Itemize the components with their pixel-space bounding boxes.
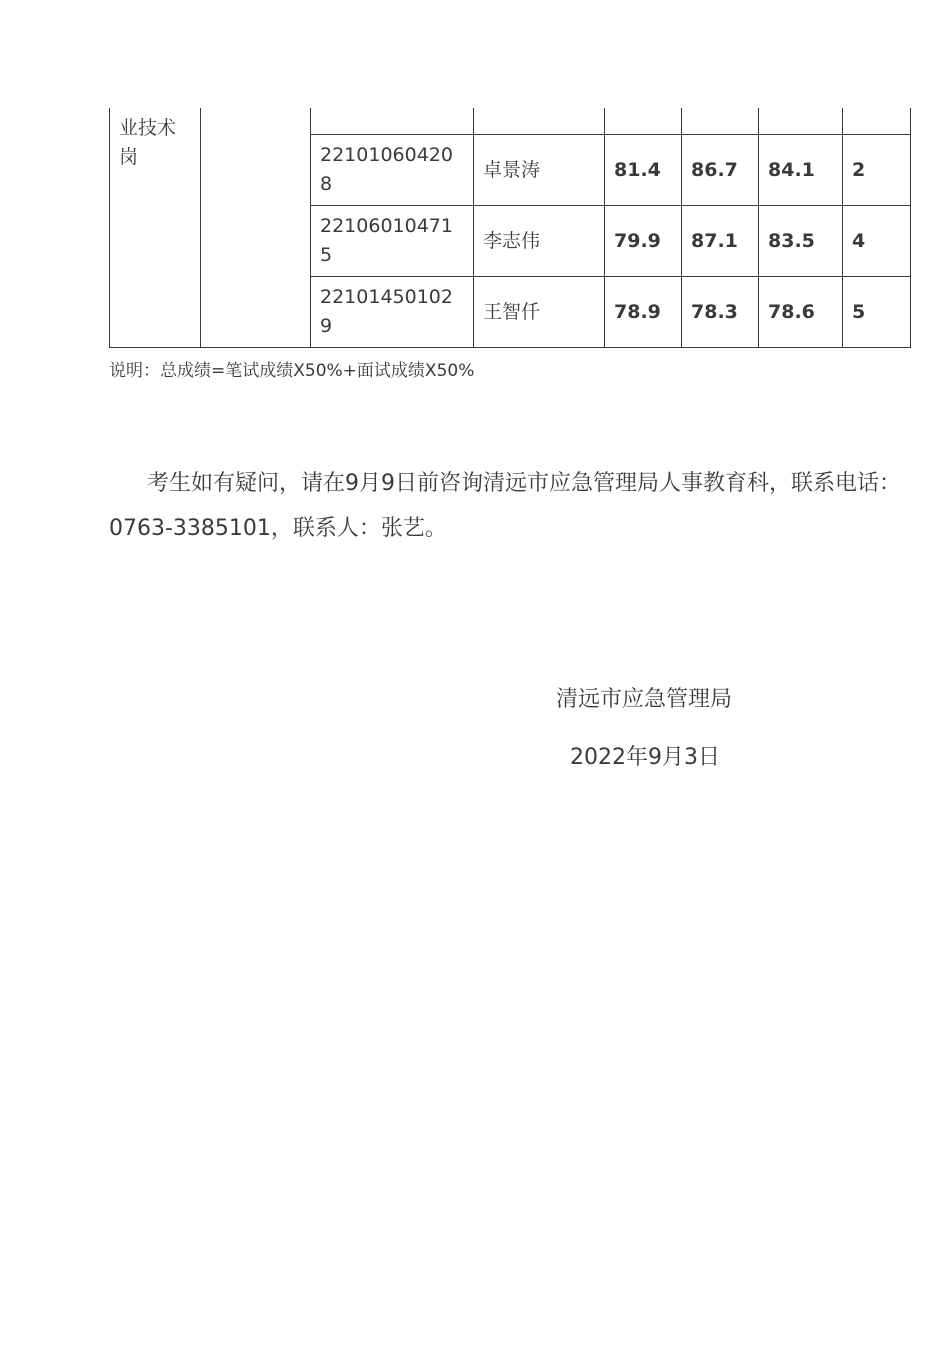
- interview-score-cell: 86.7: [682, 135, 759, 206]
- candidate-id-cell: 221060104715: [311, 206, 474, 277]
- issuing-organization: 清远市应急管理局: [556, 687, 733, 712]
- table-row: [110, 108, 911, 135]
- candidate-id-cell: 221014501029: [311, 277, 474, 348]
- written-score-cell: 81.4: [605, 135, 682, 206]
- candidate-name-cell: 卓景涛: [474, 135, 605, 206]
- rank-cell: 5: [843, 277, 911, 348]
- interview-score-cell: 78.3: [682, 277, 759, 348]
- candidate-id-cell: 221010604208: [311, 135, 474, 206]
- empty-cell: [474, 108, 605, 135]
- total-score-cell: 78.6: [759, 277, 843, 348]
- empty-cell: [605, 108, 682, 135]
- empty-cell: [843, 108, 911, 135]
- inquiry-notice: 考生如有疑问，请在9月9日前咨询清远市应急管理局人事教育科，联系电话：0763-3385101，联系人：张艺。: [109, 471, 901, 541]
- empty-cell: [311, 108, 474, 135]
- written-score-cell: 78.9: [605, 277, 682, 348]
- candidate-name-cell: 李志伟: [474, 206, 605, 277]
- score-table: [109, 108, 911, 348]
- empty-cell: [682, 108, 759, 135]
- total-score-cell: 84.1: [759, 135, 843, 206]
- empty-cell: [759, 108, 843, 135]
- written-score-cell: 79.9: [605, 206, 682, 277]
- score-note: 说明：总成绩=笔试成绩X50%+面试成绩X50%: [109, 361, 475, 381]
- total-score-cell: 83.5: [759, 206, 843, 277]
- candidate-name-cell: 王智仟: [474, 277, 605, 348]
- issue-date: 2022年9月3日: [570, 745, 720, 770]
- empty-cell: [201, 108, 311, 348]
- interview-score-cell: 87.1: [682, 206, 759, 277]
- rank-cell: 2: [843, 135, 911, 206]
- post-name-cell: 业技术岗: [110, 108, 201, 348]
- rank-cell: 4: [843, 206, 911, 277]
